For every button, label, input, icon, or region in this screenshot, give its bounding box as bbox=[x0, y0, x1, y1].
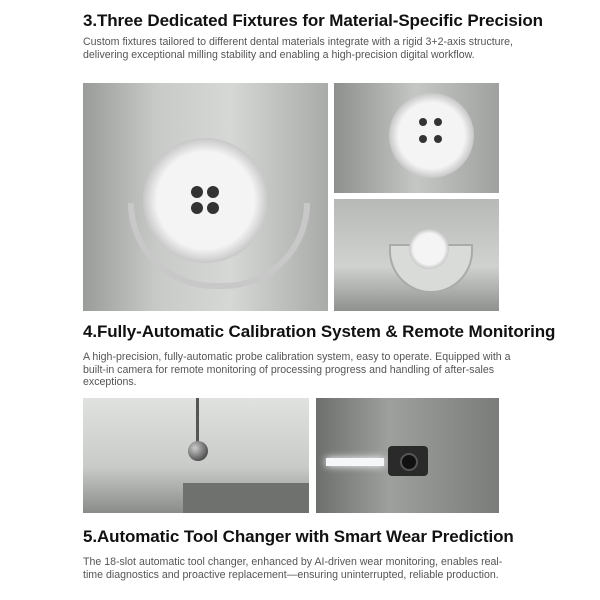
section-5-title: 5.Automatic Tool Changer with Smart Wear Prediction bbox=[83, 527, 514, 546]
calibration-probe-photo bbox=[83, 398, 309, 513]
fixture-photo-top-right bbox=[334, 83, 499, 193]
section-3-body: Custom fixtures tailored to different dental materials integrate with a rigid 3+2-axis structure, delivering exceptional milling stability and enabling a high-precision digital workflow. bbox=[83, 36, 513, 61]
fixture-main-photo bbox=[83, 83, 328, 311]
fixture-photo-bottom-right bbox=[334, 199, 499, 311]
section-3-title: 3.Three Dedicated Fixtures for Material-Specific Precision bbox=[83, 11, 543, 30]
remote-camera-photo bbox=[316, 398, 499, 513]
section-4-body: A high-precision, fully-automatic probe calibration system, easy to operate. Equipped with a built-in camera for remote monitoring of processing progress and handling of after-sales exceptions. bbox=[83, 351, 511, 389]
section-4-title: 4.Fully-Automatic Calibration System & Remote Monitoring bbox=[83, 322, 556, 341]
section-5-body: The 18-slot automatic tool changer, enhanced by AI-driven wear monitoring, enables real-time diagnostics and proactive replacement—ensuring uninterrupted, reliable production. bbox=[83, 556, 503, 581]
